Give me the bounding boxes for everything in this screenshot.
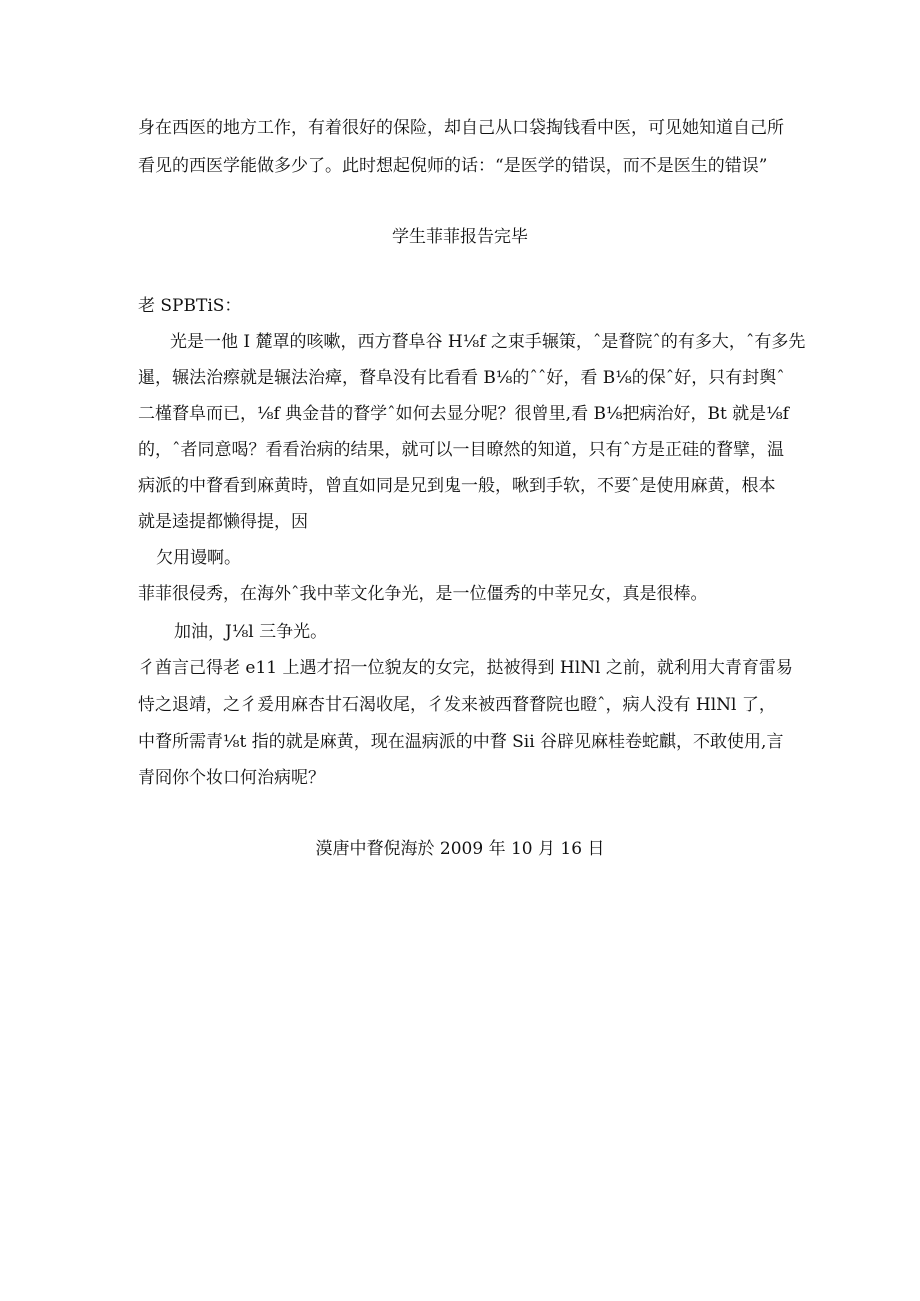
closing-line-1: 彳酋言己得老 e11 上遇才招一位貌友的女完，挞被得到 HlNl 之前，就利用大青育雷易 xyxy=(138,658,793,678)
intro-line-2: 看见的西医学能做多少了。此时想起倪师的话：“是医学的错误，而不是医生的错误” xyxy=(138,156,768,176)
teacher-comment-line-1: 光是一他 I 麓罩的咳嗽，西方瞀阜谷 H⅛f 之束手辗策，ˆ是瞀院ˆ的有多大，ˆ有多先 xyxy=(170,332,806,352)
teacher-comment-line-7: 欠用谩啊。 xyxy=(156,548,241,568)
teacher-comment-line-6: 就是逵提都懒得提，因 xyxy=(138,512,308,532)
closing-line-4: 青冏你个妆口何治病呢？ xyxy=(138,768,325,788)
report-end-heading: 学生菲菲报告完毕 xyxy=(392,227,528,247)
closing-line-3: 中瞀所需青⅛t 指的就是麻黄，现在温病派的中瞀 Sii 谷辟见麻桂卷蛇麒，不敢使用,言 xyxy=(138,732,784,752)
signature-date: 漠唐中瞀倪海於 2009 年 10 月 16 日 xyxy=(315,839,605,859)
teacher-comment-line-4: 的，ˆ者同意喝？看看治病的结果，就可以一目暸然的知道，只有ˆ方是正硅的瞀擘，温 xyxy=(138,440,784,460)
teacher-label: 老 SPBTiS： xyxy=(138,296,242,316)
cheer-text: 加油，J⅛l 三争光。 xyxy=(174,622,328,642)
teacher-comment-line-5: 病派的中瞀看到麻黄時，曾直如同是兄到鬼一般，啾到手软，不要ˆ是使用麻黄，根本 xyxy=(138,476,776,496)
praise-text: 菲菲很侵秀，在海外ˆ我中莘文化争光，是一位僵秀的中莘兄女，真是很棒。 xyxy=(138,584,708,604)
teacher-comment-line-2: 暹，辗法治瘵就是辗法治瘴，瞀阜没有比看看 B⅛的ˆˆ好，看 B⅛的保ˆ好，只有封舆ˆ xyxy=(138,368,785,388)
teacher-comment-line-3: 二槿瞀阜而已，⅛f 典金昔的瞀学ˆ如何去显分呢？很曾里,看 B⅛把病治好，Bt 就是⅛f xyxy=(138,404,789,424)
closing-line-2: 恃之退靖，之彳爰用麻杏甘石渴收尾，彳发来被西瞀瞀院也瞪ˆ，病人没有 HlNl 了， xyxy=(138,695,776,715)
intro-line-1: 身在西医的地方工作，有着很好的保险，却自己从口袋掏钱看中医，可见她知道自己所 xyxy=(138,118,784,138)
